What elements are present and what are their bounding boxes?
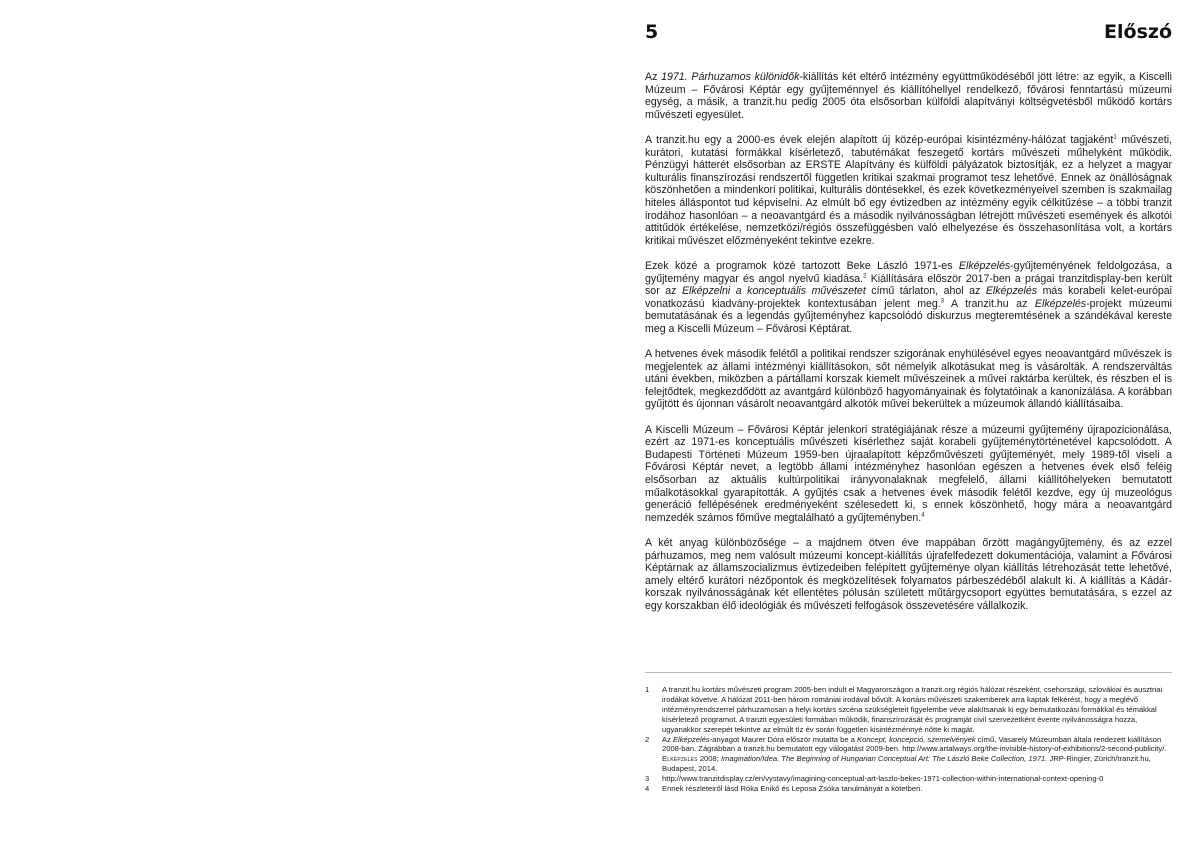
text-run: Ezek közé a programok közé tartozott Beke László 1971-es	[645, 259, 959, 272]
footnote-text: A tranzit.hu kortárs művészeti program 2005-ben indult el Magyarországon a tranzit.org régiós hálózat részeként, csehországi, szlovákiai és ausztriai irodákat követve. A hálózat 2011-ben három romániai irodával bővült. A kortárs művészeti szakemberek arra kaptak felkérést, hogy a meglévő intézményrendszerrel párhuzamosan a helyi kortárs szcéna szükségleteit figyelembe véve alakítsanak ki egy bemutatkozási formákkal és témákkal kísérletező programot. A tranzit egyesületi formában működik, finanszírozását és programját civil szervezetként évente nyilvánosságra hozza, ugyanakkor szerepét tekintve az elmúlt tíz év során független kisintézménnyé nőtte ki magát.	[662, 685, 1163, 734]
text-run: című, Vasarely Múzeumban általa rendezett kiállításon 2008-ban. Zágrábban a tranzit.hu bemutatott egy válogatást 2009-ben. http://www.artalways.org/the-invisible-history-of-exhibitions/2-second-publicity/.	[662, 734, 1167, 754]
italic-title: Elképzelés	[672, 734, 710, 744]
text-run: Az	[662, 734, 673, 744]
footnotes	[645, 685, 1172, 794]
footnote-ref[interactable]: 3	[940, 298, 945, 305]
italic-title: Imagination/Idea. The Beginning of Hungarian Conceptual Art: The László Beke Collection, 1971.	[720, 754, 1048, 764]
footnote-text: Ennek részleteiről lásd Róka Enikő és Leposa Zsóka tanulmányát a kötetben.	[662, 784, 923, 794]
text-run: A tranzit.hu egy a 2000-es évek elején alapított új közép-európai kisintézmény-hálózat tagjaként	[645, 133, 1114, 146]
footnote-number: 3	[645, 774, 650, 784]
footnote-number: 1	[645, 685, 650, 694]
text-run: JRP-Ringier, Zürich/tranzit.hu, Budapest, 2014.	[662, 754, 1151, 774]
text-run: -anyagot Maurer Dóra először mutatta be a	[709, 734, 858, 744]
paragraph-4: A hetvenes évek második felétől a politikai rendszer szigorának enyhülésével egyes neoavantgárd művészek is megjelentek az állami intézményi kiállításokon, sőt némelyik alkotásukat meg is vásárolták. A rendszerváltás utáni években, miközben a pártállami korszak kiemelt művészeinek a művei raktárba kerültek, és részben el is felejtődtek, megkezdődött az avantgárd különböző hagyományainak és folytatóinak a kanonizálása. A korábban gyűjtött és újonnan vásárolt neoavantgárd alkotók művei bekerültek a múzeumok állandó kiállításaiba.	[645, 348, 1172, 411]
text-run: 2008;	[697, 754, 721, 764]
footnote-4	[645, 784, 1172, 794]
footnote-number: 2	[645, 734, 650, 744]
footnote-divider	[645, 672, 1172, 673]
body-text	[645, 71, 1172, 625]
smallcaps-ref: Elképzelés	[662, 754, 698, 764]
text-run: A tranzit.hu az	[944, 297, 1035, 310]
paragraph-2	[645, 134, 1172, 247]
footnote-ref[interactable]: 1	[1113, 134, 1117, 141]
text-run: -gyűjteményének feldolgozása, a gyűjtemény magyar és angol nyelvű kiadása.	[645, 259, 1172, 285]
footnote-link[interactable]: http://www.tranzitdisplay.cz/en/vystavy/imagining-conceptual-art-laszlo-bekes-1971-collection-within-international-context-opening-0	[662, 774, 1104, 784]
text-run: -kiállítás két eltérő intézmény együttműködéséből jött létre: az egyik, a Kiscelli Múzeum – Fővárosi Képtár egy gyűjteménnyel és kiállítóhellyel rendelkező, fővárosi fenntartású múzeumi egység, a másik, a tranzit.hu pedig 2005 óta elsősorban külföldi alapítványi költségvetésből működő kortárs művészeti egyesület.	[645, 71, 1172, 121]
footnote-ref[interactable]: 4	[921, 512, 925, 519]
footnote-text	[662, 735, 1172, 775]
paragraph-1	[645, 71, 1172, 121]
italic-title: Elképzelés	[985, 285, 1038, 298]
paragraph-6: A két anyag különbözősége – a majdnem ötven éve mappában őrzött magángyűjtemény, és az ezzel párhuzamos, meg nem valósult múzeumi koncept-kiállítás újrafelfedezett dokumentációja, valamint a Fővárosi Képtárnak az államszocializmus évtizedeiben felépített gyűjteménye olyan kiállítás létrehozását tette lehetővé, amely eltérő kurátori nézőpontok és megközelítések folyamatos párbeszédéből alakult ki. A kiállítás a Kádár-korszak nyilvánosságának két ellentétes pólusán született műtárgycsoport együttes bemutatására, s ezzel az egy korszakban élő ideológiák és művészeti felfogások összevetésére vállalkozik.	[645, 536, 1172, 612]
text-run: című tárlaton, ahol az	[865, 285, 986, 298]
footnote-number: 4	[645, 784, 650, 794]
italic-title: Elképzelni a konceptuális művészetet	[681, 285, 866, 298]
footnote-1	[645, 685, 1172, 735]
italic-title: Elképzelés	[1034, 297, 1087, 310]
footnote-2	[645, 735, 1172, 775]
text-run: más korabeli kelet-európai vonatkozású kiadvány-projektek kontextusában jelent meg.	[645, 285, 1173, 310]
footnote-ref[interactable]: 2	[863, 272, 867, 279]
text-run: -projekt múzeumi bemutatásának és a legendás gyűjteményhez kapcsolódó diskurzus megteremtésének a szándékával kereste meg a Kiscelli Múzeum – Fővárosi Képtárat.	[645, 297, 1172, 335]
paragraph-3	[645, 260, 1172, 336]
text-run: művészeti, kurátori, kutatási formákkal kísérletező, tabutémákat feszegető kortárs művészeti műhelyként működik. Pénzügyi hátterét elsősorban az ERSTE Alapítvány és külföldi pályázatok biztosítják, ez a helyzet a magyar kulturális finanszírozási rendszertől független kritikai szakmai programot tesz lehetővé. Ennek az önállóságnak köszönhetően a mindenkori politikai, kulturális döntésekkel, és ezek következményeivel szemben is szakmailag hiteles álláspontot tud képviselni. Az elmúlt bő egy évtizedben az intézmény egyik célkitűzése – a többi tranzit irodához hasonlóan – a neoavantgárd és a második nyilvánosságban létrejött művészeti események és alkotói attitűdök értékelése, nemzetközi/régiós összefüggésben való elhelyezése és összehasonlítása volt, a kortárs kritikai művészet előzményeként tekintve ezekre.	[645, 133, 1172, 247]
text-run: Kiállítására először 2017-ben a prágai tranzitdisplay-ben került sor az	[645, 272, 1172, 298]
exhibition-title: 1971. Párhuzamos különidők	[661, 71, 800, 83]
text-run: Az	[645, 71, 662, 83]
paragraph-5	[645, 424, 1172, 525]
footnote-3	[645, 774, 1172, 784]
page-number: 5	[645, 21, 659, 43]
text-run: A Kiscelli Múzeum – Fővárosi Képtár jelenkori stratégiájának része a múzeumi gyűjtemény újrapozicionálása, ezért az 1971-es konceptuális művészeti kísérlethez saját korabeli gyűjteménytörténetével kapcsolódott. A Budapesti Történeti Múzeum 1959-ben újraalapított képzőművészeti gyűjteményét, mely 1989-től viseli a Fővárosi Képtár nevet, a legtöbb állami intézményhez hasonlóan egészen a hetvenes évek első feléig elsősorban az aktuális kultúrpolitikai irányvonalaknak megfelelő, állami kiállítóhelyeken bemutatott műalkotásokkal gyarapították. A gyűjtés csak a hetvenes évek második felétől kezdve, egy új muzeológus generáció fellépésének eredményeként szélesedett ki, s ennek köszönhető, hogy mára a neoavantgárd nemzedék számos főműve megtalálható a gyűjteményben.	[645, 423, 1172, 524]
section-title: Előszó	[1104, 21, 1172, 43]
italic-title: Koncept, koncepció, szemelvények	[857, 734, 976, 744]
italic-title: Elképzelés	[958, 259, 1011, 272]
